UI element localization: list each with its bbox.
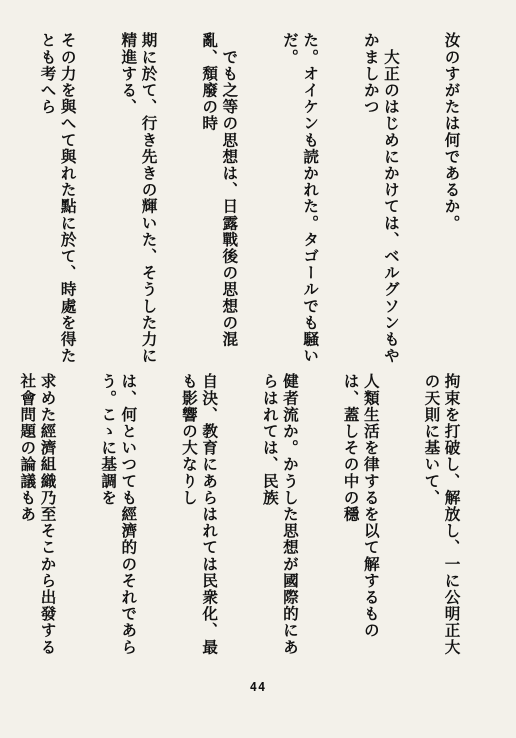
text-column: でも之等の思想は、日露戰後の思想の混亂、頽廢の時 [200, 32, 240, 348]
text-column: 大正のはじめにかけては、ベルグソンもやかましかつ [361, 32, 401, 364]
text-column: 汝のすがたは何であるか。 [442, 32, 462, 232]
text-column: は、何といつても經濟的のそれであらう。こゝに基調を [99, 373, 139, 656]
text-column: 求めた經濟組織乃至そこから出發する社會問題の論議もあ [18, 373, 58, 656]
text-column: 期に於て、行き先きの輝いた、そうした力に精進する、 [119, 32, 159, 364]
text-column: た。オイケンも読かれた。タゴールでも騒いだ。 [280, 32, 321, 364]
text-column: その力を與へて與れた點に於て、時處を得たとも考へら [38, 32, 78, 364]
text-column: 健者流か。かうした思想が國際的にあらはれては、民族 [260, 373, 300, 656]
text-column: 人類生活を律するを以て解するものは、蓋しその中の穩 [341, 373, 381, 639]
text-column: 自決、教育にあらはれては民衆化、最も影響の大なりし [179, 373, 220, 656]
upper-text-block [38, 32, 502, 367]
text-column: 拘束を打破し、解放し、一に公明正大の天則に基いて、 [422, 373, 462, 656]
page-number: 44 [249, 680, 267, 694]
lower-text-block [18, 373, 502, 665]
